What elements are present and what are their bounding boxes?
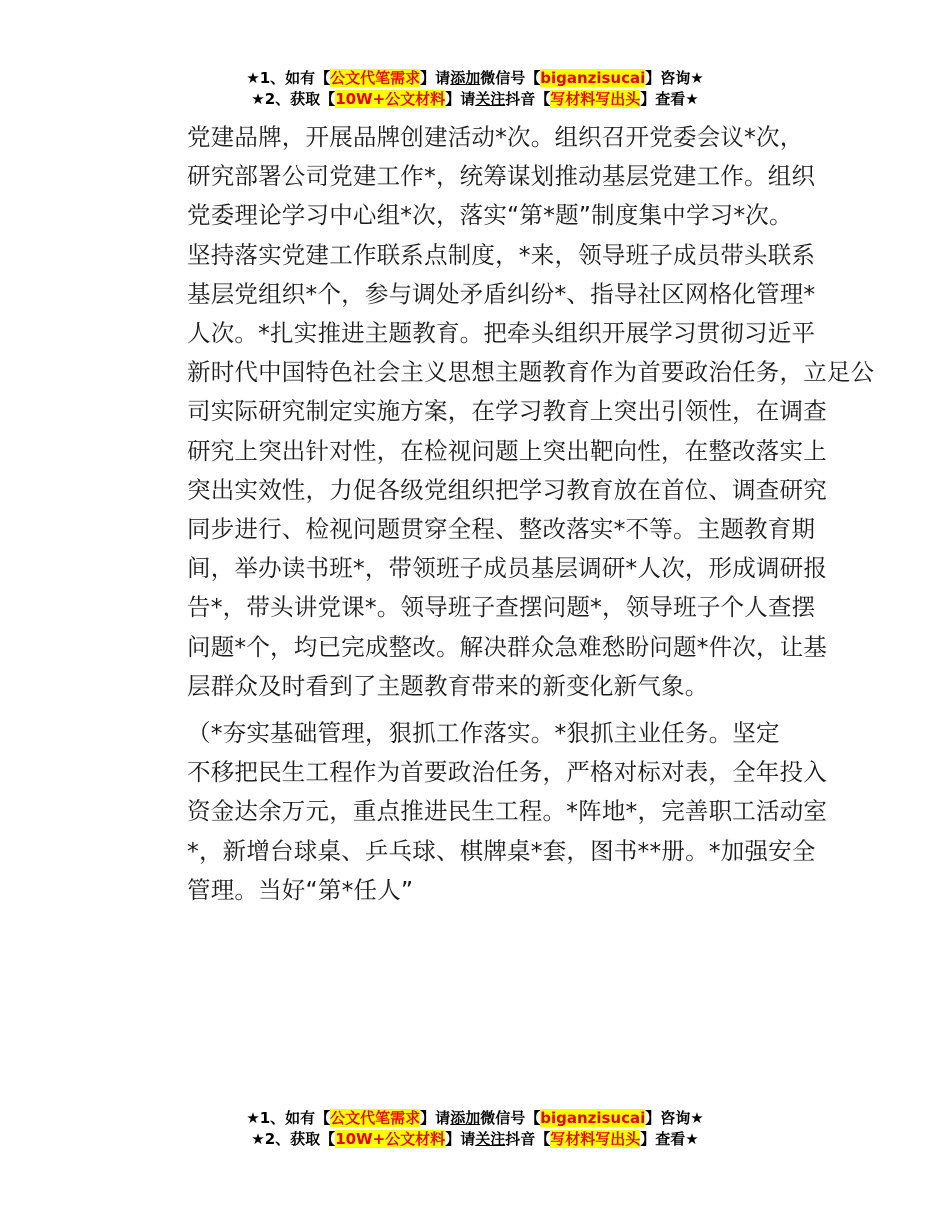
banner-text: 抖音【: [505, 90, 551, 108]
text-line: 问题*个，均已完成整改。解决群众急难愁盼问题*件次，让基: [187, 632, 828, 661]
text-line: （*夯实基础管理，狠抓工作落实。*狠抓主业任务。坚定: [187, 719, 780, 748]
text-line: 新时代中国特色社会主义思想主题教育作为首要政治任务，立足公: [187, 358, 875, 387]
banner-highlight: 写材料写出头: [550, 90, 641, 108]
banner-highlight: biganzisucai: [540, 69, 646, 87]
text-line: 同步进行、检视问题贯穿全程、整改落实*不等。主题教育期: [187, 515, 816, 544]
banner-highlight: 10W+公文材料: [335, 1130, 446, 1148]
text-line: *，新增台球桌、乒乓球、棋牌桌*套，图书**册。*加强安全: [187, 836, 816, 865]
text-line: 管理。当好“第*任人”: [187, 875, 414, 904]
banner-text: 】查看★: [640, 1130, 699, 1148]
banner-highlight: 公文代笔需求: [330, 69, 421, 87]
text-line: 告*，带头讲党课*。领导班子查摆问题*，领导班子个人查摆: [187, 593, 816, 622]
text-line: 不移把民生工程作为首要政治任务，严格对标对表，全年投入: [187, 758, 827, 787]
text-line: 司实际研究制定实施方案，在学习教育上突出引领性，在调查: [187, 397, 827, 426]
banner-underlined: 添加: [450, 1109, 481, 1127]
text-line: 基层党组织*个，参与调处矛盾纠纷*、指导社区网格化管理*: [187, 279, 816, 308]
banner-text: 】查看★: [640, 90, 699, 108]
banner-text: 】请: [420, 1109, 451, 1127]
text-line: 层群众及时看到了主题教育带来的新变化新气象。: [187, 671, 709, 700]
text-line: 党委理论学习中心组*次，落实“第*题”制度集中学习*次。: [187, 201, 793, 230]
banner-underlined: 添加: [450, 69, 481, 87]
banner-underlined: 关注: [475, 90, 506, 108]
banner-text: 抖音【: [505, 1130, 551, 1148]
banner-text: 】请: [420, 69, 451, 87]
footer-banner: [0, 1108, 950, 1150]
banner-highlight: 写材料写出头: [550, 1130, 641, 1148]
banner-line-2: [0, 1129, 950, 1150]
banner-text: 微信号【: [480, 1109, 541, 1127]
text-line: 人次。*扎实推进主题教育。把牵头组织开展学习贯彻习近平: [187, 319, 816, 348]
text-line: 研究部署公司党建工作*，统筹谋划推动基层党建工作。组织: [187, 162, 816, 191]
header-banner: [0, 68, 950, 110]
banner-text: 】请: [445, 1130, 476, 1148]
banner-text: ★1、如有【: [246, 69, 331, 87]
banner-text: ★2、获取【: [251, 1130, 336, 1148]
banner-line-2: [0, 89, 950, 110]
banner-text: 】咨询★: [645, 69, 704, 87]
paragraph-2: [141, 714, 831, 910]
banner-line-1: [0, 1108, 950, 1129]
banner-text: 】咨询★: [645, 1109, 704, 1127]
text-line: 坚持落实党建工作联系点制度，*来，领导班子成员带头联系: [187, 240, 816, 269]
text-line: 资金达余万元，重点推进民生工程。*阵地*，完善职工活动室: [187, 797, 828, 826]
banner-underlined: 关注: [475, 1130, 506, 1148]
banner-line-1: [0, 68, 950, 89]
banner-text: 微信号【: [480, 69, 541, 87]
text-line: 研究上突出针对性，在检视问题上突出靶向性，在整改落实上: [187, 436, 827, 465]
banner-text: 】请: [445, 90, 476, 108]
banner-highlight: 10W+公文材料: [335, 90, 446, 108]
text-line: 党建品牌，开展品牌创建活动*次。组织召开党委会议*次，: [187, 123, 804, 151]
banner-highlight: biganzisucai: [540, 1109, 646, 1127]
banner-text: ★2、获取【: [251, 90, 336, 108]
banner-highlight: 公文代笔需求: [330, 1109, 421, 1127]
paragraph-1: [141, 118, 875, 706]
text-line: 间，举办读书班*，带领班子成员基层调研*人次，形成调研报: [187, 554, 828, 583]
text-line: 突出实效性，力促各级党组织把学习教育放在首位、调查研究: [187, 475, 827, 504]
document-body: [141, 118, 875, 910]
banner-text: ★1、如有【: [246, 1109, 331, 1127]
